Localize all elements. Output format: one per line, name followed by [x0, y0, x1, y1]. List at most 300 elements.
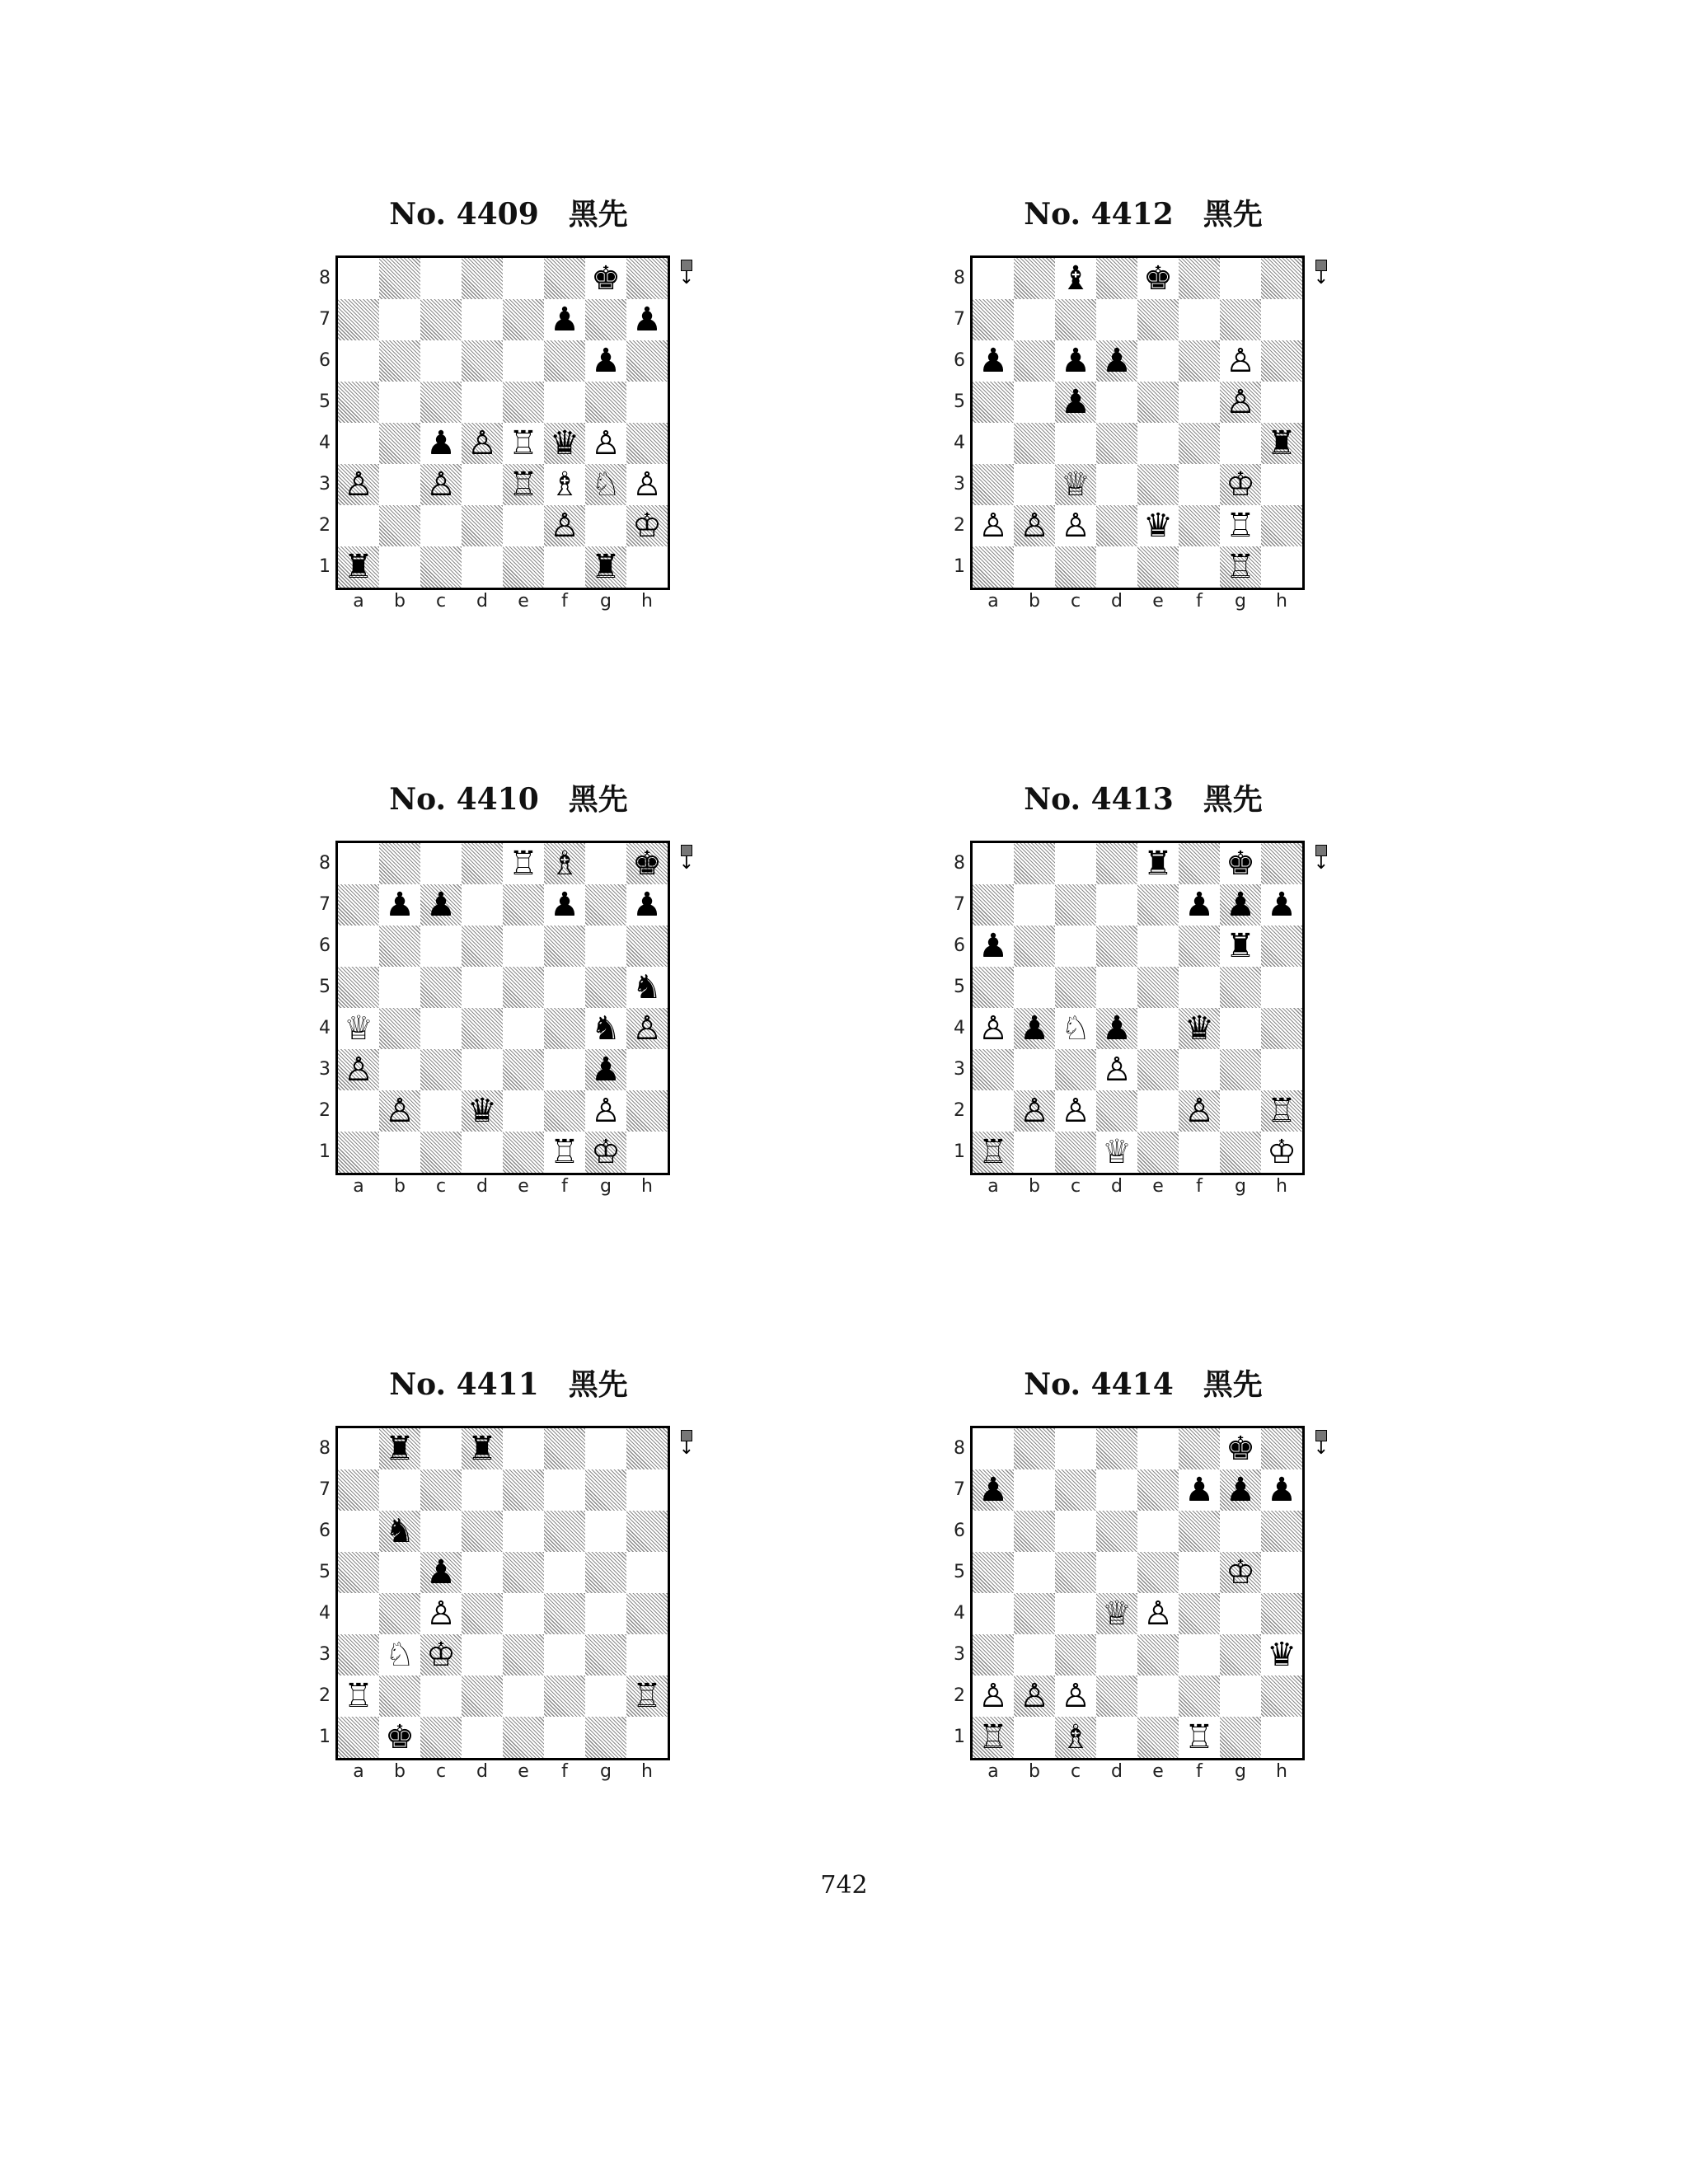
square-b7 [1014, 299, 1055, 340]
square-h6 [1261, 1511, 1302, 1552]
square-d8 [462, 843, 503, 884]
square-a8 [338, 1428, 379, 1469]
square-a1 [338, 1717, 379, 1758]
square-d7 [1096, 884, 1137, 926]
square-d1 [1096, 1717, 1137, 1758]
square-c1 [420, 1132, 462, 1173]
square-h8 [1261, 258, 1302, 299]
square-d2 [1096, 1675, 1137, 1717]
square-b7 [379, 299, 420, 340]
square-h3 [1261, 464, 1302, 505]
file-label: b [1029, 591, 1040, 612]
white-pawn-icon: ♙ [591, 1092, 621, 1130]
square-a8 [338, 843, 379, 884]
file-label: f [561, 591, 568, 612]
square-h8 [626, 1428, 668, 1469]
white-pawn-icon: ♙ [632, 1010, 662, 1047]
square-c2 [420, 1675, 462, 1717]
black-pawn-icon: ♟ [632, 301, 662, 339]
square-c5 [1055, 1552, 1096, 1593]
rank-label: 6 [954, 350, 965, 371]
rank-label: 2 [954, 515, 965, 536]
rank-label: 6 [319, 935, 331, 956]
square-c2 [420, 505, 462, 546]
square-e7 [503, 1469, 544, 1511]
square-d5 [462, 967, 503, 1008]
black-king-icon: ♚ [385, 1718, 415, 1756]
square-d3 [462, 1049, 503, 1090]
file-label: e [1152, 1176, 1164, 1197]
square-h4 [626, 1593, 668, 1634]
square-c1 [420, 1717, 462, 1758]
square-d3 [1096, 464, 1137, 505]
white-pawn-icon: ♙ [385, 1092, 415, 1130]
file-label: h [641, 1761, 653, 1782]
square-a4 [973, 423, 1014, 464]
rank-label: 7 [319, 894, 331, 915]
square-h1 [1261, 1717, 1302, 1758]
square-h8 [1261, 843, 1302, 884]
black-pawn-icon: ♟ [591, 342, 621, 380]
white-king-icon: ♔ [426, 1636, 456, 1674]
file-label: b [394, 1761, 406, 1782]
square-b3 [379, 1049, 420, 1090]
square-a2 [338, 1090, 379, 1132]
square-c1 [420, 546, 462, 588]
black-pawn-icon: ♟ [591, 1051, 621, 1089]
file-label: h [1276, 1176, 1287, 1197]
square-h4 [1261, 1008, 1302, 1049]
square-d2 [462, 1675, 503, 1717]
square-f3 [544, 1049, 585, 1090]
square-e3 [1137, 1634, 1179, 1675]
square-b5 [1014, 967, 1055, 1008]
square-e6 [503, 340, 544, 382]
square-d1 [1096, 546, 1137, 588]
square-e2 [503, 1675, 544, 1717]
file-label: h [641, 1176, 653, 1197]
file-label: c [435, 1176, 447, 1197]
square-c7 [1055, 1469, 1096, 1511]
puzzle-title: No. 4411 黑先 [389, 1367, 628, 1402]
file-label: g [1235, 591, 1246, 612]
file-label: b [394, 591, 406, 612]
file-label: c [435, 1761, 447, 1782]
file-label: a [987, 1176, 999, 1197]
white-rook-icon: ♖ [509, 466, 538, 504]
square-b2 [379, 1675, 420, 1717]
square-g1 [1220, 1717, 1261, 1758]
square-d7 [462, 1469, 503, 1511]
square-d3 [462, 1634, 503, 1675]
black-pawn-icon: ♟ [1267, 1471, 1296, 1509]
square-e5 [503, 382, 544, 423]
square-f1 [1179, 1132, 1220, 1173]
rank-label: 7 [954, 309, 965, 330]
square-h2 [626, 1090, 668, 1132]
white-knight-icon: ♘ [1061, 1010, 1090, 1047]
square-a4 [973, 1593, 1014, 1634]
square-h8 [1261, 1428, 1302, 1469]
file-label: g [600, 591, 612, 612]
white-bishop-icon: ♗ [550, 845, 579, 883]
white-queen-icon: ♕ [344, 1010, 373, 1047]
square-f4 [544, 1008, 585, 1049]
square-g2 [585, 1675, 626, 1717]
square-f6 [1179, 926, 1220, 967]
square-e4 [1137, 423, 1179, 464]
puzzle-4410 [294, 779, 723, 1240]
square-d1 [462, 1132, 503, 1173]
square-e7 [1137, 299, 1179, 340]
square-b6 [1014, 340, 1055, 382]
file-label: b [394, 1176, 406, 1197]
square-b8 [379, 258, 420, 299]
white-pawn-icon: ♙ [1061, 1092, 1090, 1130]
square-a8 [973, 1428, 1014, 1469]
square-c6 [420, 926, 462, 967]
white-pawn-icon: ♙ [426, 466, 456, 504]
white-pawn-icon: ♙ [978, 507, 1008, 545]
square-h1 [626, 1717, 668, 1758]
black-king-icon: ♚ [1226, 1430, 1255, 1468]
square-e7 [503, 299, 544, 340]
square-b7 [1014, 884, 1055, 926]
white-pawn-icon: ♙ [978, 1677, 1008, 1715]
square-h7 [1261, 299, 1302, 340]
rank-label: 6 [319, 1521, 331, 1541]
square-h6 [1261, 926, 1302, 967]
black-pawn-icon: ♟ [1184, 886, 1214, 924]
square-b5 [379, 1552, 420, 1593]
square-a8 [973, 843, 1014, 884]
square-e3 [1137, 464, 1179, 505]
white-knight-icon: ♘ [591, 466, 621, 504]
square-e5 [1137, 1552, 1179, 1593]
square-b6 [1014, 1511, 1055, 1552]
rank-label: 4 [319, 1018, 331, 1038]
rank-label: 1 [954, 1141, 965, 1162]
square-f7 [1179, 299, 1220, 340]
square-a3 [973, 1634, 1014, 1675]
square-a7 [338, 299, 379, 340]
square-d3 [1096, 1634, 1137, 1675]
square-g7 [585, 299, 626, 340]
square-b6 [379, 926, 420, 967]
white-rook-icon: ♖ [978, 1718, 1008, 1756]
square-f2 [1179, 1675, 1220, 1717]
square-f2 [544, 1090, 585, 1132]
square-e5 [1137, 967, 1179, 1008]
square-d6 [462, 926, 503, 967]
square-c4 [1055, 423, 1096, 464]
square-g2 [585, 505, 626, 546]
square-f3 [1179, 1634, 1220, 1675]
rank-label: 2 [319, 1100, 331, 1121]
white-king-icon: ♔ [591, 1133, 621, 1171]
white-pawn-icon: ♙ [1226, 342, 1255, 380]
white-pawn-icon: ♙ [344, 466, 373, 504]
square-a5 [973, 382, 1014, 423]
square-f5 [544, 967, 585, 1008]
rank-label: 4 [954, 1603, 965, 1624]
black-knight-icon: ♞ [591, 1010, 621, 1047]
side-to-move-indicator [678, 1430, 695, 1463]
puzzle-title: No. 4413 黑先 [1024, 782, 1263, 817]
square-g8 [585, 1428, 626, 1469]
square-c3 [1055, 1049, 1096, 1090]
square-b6 [1014, 926, 1055, 967]
rank-label: 3 [954, 1059, 965, 1080]
white-pawn-icon: ♙ [1020, 1092, 1049, 1130]
rank-label: 1 [319, 1141, 331, 1162]
white-rook-icon: ♖ [632, 1677, 662, 1715]
file-label: d [476, 1176, 488, 1197]
square-c8 [420, 258, 462, 299]
square-b5 [1014, 382, 1055, 423]
square-c6 [1055, 926, 1096, 967]
square-g1 [585, 1717, 626, 1758]
white-rook-icon: ♖ [550, 1133, 579, 1171]
black-rook-icon: ♜ [591, 548, 621, 586]
white-pawn-icon: ♙ [344, 1051, 373, 1089]
black-king-icon: ♚ [1226, 845, 1255, 883]
rank-label: 6 [954, 935, 965, 956]
square-e2 [1137, 1675, 1179, 1717]
white-pawn-icon: ♙ [426, 1595, 456, 1633]
square-d2 [1096, 505, 1137, 546]
rank-label: 5 [319, 391, 331, 412]
white-rook-icon: ♖ [344, 1677, 373, 1715]
square-b3 [1014, 464, 1055, 505]
square-b4 [379, 1008, 420, 1049]
square-c7 [420, 1469, 462, 1511]
square-g5 [585, 382, 626, 423]
file-label: a [353, 1176, 364, 1197]
square-e1 [503, 546, 544, 588]
square-f5 [1179, 382, 1220, 423]
square-g4 [1220, 423, 1261, 464]
black-knight-icon: ♞ [632, 968, 662, 1006]
square-d4 [462, 1593, 503, 1634]
square-f2 [1179, 505, 1220, 546]
square-e1 [1137, 546, 1179, 588]
white-king-icon: ♔ [1267, 1133, 1296, 1171]
square-e4 [503, 1593, 544, 1634]
white-pawn-icon: ♙ [1143, 1595, 1173, 1633]
square-e4 [503, 1008, 544, 1049]
rank-label: 4 [319, 433, 331, 453]
rank-label: 5 [954, 977, 965, 997]
square-f4 [544, 1593, 585, 1634]
square-g2 [1220, 1090, 1261, 1132]
rank-label: 7 [954, 894, 965, 915]
square-f6 [544, 1511, 585, 1552]
black-queen-icon: ♛ [1184, 1010, 1214, 1047]
square-e3 [1137, 1049, 1179, 1090]
white-rook-icon: ♖ [1226, 507, 1255, 545]
square-b3 [1014, 1049, 1055, 1090]
square-b5 [1014, 1552, 1055, 1593]
black-rook-icon: ♜ [1226, 927, 1255, 965]
side-to-move-indicator [1313, 845, 1329, 878]
square-f4 [1179, 1593, 1220, 1634]
file-label: f [1196, 1761, 1203, 1782]
square-g4 [585, 1593, 626, 1634]
puzzle-title: No. 4409 黑先 [389, 197, 628, 232]
file-label: d [1111, 591, 1123, 612]
black-pawn-icon: ♟ [1226, 1471, 1255, 1509]
square-a7 [973, 884, 1014, 926]
puzzle-4414 [929, 1364, 1357, 1825]
black-knight-icon: ♞ [385, 1512, 415, 1550]
file-label: g [1235, 1761, 1246, 1782]
rank-label: 1 [319, 556, 331, 577]
square-f5 [1179, 967, 1220, 1008]
file-label: g [1235, 1176, 1246, 1197]
square-f6 [1179, 340, 1220, 382]
black-pawn-icon: ♟ [426, 1554, 456, 1591]
chess-board [335, 1426, 670, 1760]
square-d2 [462, 505, 503, 546]
file-label: d [1111, 1176, 1123, 1197]
square-c7 [1055, 299, 1096, 340]
square-c6 [1055, 1511, 1096, 1552]
file-label: h [1276, 591, 1287, 612]
black-pawn-icon: ♟ [1102, 342, 1132, 380]
square-c8 [420, 1428, 462, 1469]
file-label: c [435, 591, 447, 612]
square-e6 [1137, 1511, 1179, 1552]
rank-label: 8 [319, 268, 331, 288]
square-g8 [1220, 258, 1261, 299]
square-g2 [1220, 1675, 1261, 1717]
chess-board [335, 841, 670, 1175]
side-to-move-indicator [1313, 260, 1329, 293]
square-g4 [1220, 1008, 1261, 1049]
puzzle-4411 [294, 1364, 723, 1825]
rank-label: 5 [954, 391, 965, 412]
square-h1 [626, 546, 668, 588]
white-knight-icon: ♘ [385, 1636, 415, 1674]
square-h3 [626, 1049, 668, 1090]
square-b6 [379, 340, 420, 382]
puzzle-title: No. 4412 黑先 [1024, 197, 1263, 232]
square-b5 [379, 382, 420, 423]
square-f5 [544, 382, 585, 423]
square-a2 [338, 505, 379, 546]
puzzle-4409 [294, 194, 723, 655]
square-f5 [544, 1552, 585, 1593]
square-d6 [1096, 926, 1137, 967]
file-label: b [1029, 1761, 1040, 1782]
rank-label: 1 [319, 1727, 331, 1747]
square-d5 [462, 382, 503, 423]
white-pawn-icon: ♙ [1226, 383, 1255, 421]
square-a7 [338, 1469, 379, 1511]
square-h6 [1261, 340, 1302, 382]
square-a5 [338, 382, 379, 423]
square-e1 [503, 1717, 544, 1758]
chess-board [970, 255, 1305, 590]
square-a2 [973, 1090, 1014, 1132]
rank-label: 6 [319, 350, 331, 371]
square-f8 [1179, 843, 1220, 884]
square-g1 [1220, 1132, 1261, 1173]
white-rook-icon: ♖ [978, 1133, 1008, 1171]
white-king-icon: ♔ [1226, 466, 1255, 504]
square-f3 [544, 1634, 585, 1675]
square-e6 [1137, 926, 1179, 967]
black-rook-icon: ♜ [1143, 845, 1173, 883]
square-e7 [1137, 1469, 1179, 1511]
white-king-icon: ♔ [632, 507, 662, 545]
square-a4 [338, 423, 379, 464]
square-b5 [379, 967, 420, 1008]
square-c7 [420, 299, 462, 340]
square-e8 [503, 1428, 544, 1469]
square-c7 [1055, 884, 1096, 926]
white-pawn-icon: ♙ [550, 507, 579, 545]
square-a6 [973, 1511, 1014, 1552]
square-e7 [1137, 884, 1179, 926]
down-arrow-icon: ↓ [1313, 1438, 1329, 1459]
black-bishop-icon: ♝ [1061, 260, 1090, 298]
black-pawn-icon: ♟ [1267, 886, 1296, 924]
square-e6 [503, 926, 544, 967]
file-label: h [1276, 1761, 1287, 1782]
square-c4 [1055, 1593, 1096, 1634]
square-a5 [973, 1552, 1014, 1593]
square-f6 [1179, 1511, 1220, 1552]
square-g3 [1220, 1049, 1261, 1090]
black-pawn-icon: ♟ [426, 886, 456, 924]
square-f8 [1179, 1428, 1220, 1469]
square-f3 [1179, 464, 1220, 505]
black-pawn-icon: ♟ [550, 886, 579, 924]
file-label: c [1070, 1176, 1081, 1197]
square-c5 [420, 382, 462, 423]
square-d6 [462, 1511, 503, 1552]
square-h3 [626, 1634, 668, 1675]
white-pawn-icon: ♙ [1102, 1051, 1132, 1089]
square-d3 [462, 464, 503, 505]
square-b4 [379, 423, 420, 464]
file-label: f [561, 1176, 568, 1197]
square-h6 [626, 340, 668, 382]
square-d6 [462, 340, 503, 382]
rank-label: 1 [954, 1727, 965, 1747]
square-h2 [1261, 1675, 1302, 1717]
square-a8 [973, 258, 1014, 299]
white-queen-icon: ♕ [1102, 1133, 1132, 1171]
square-g7 [585, 1469, 626, 1511]
square-c6 [420, 1511, 462, 1552]
square-d5 [1096, 1552, 1137, 1593]
rank-label: 3 [319, 474, 331, 494]
black-pawn-icon: ♟ [632, 886, 662, 924]
white-rook-icon: ♖ [1267, 1092, 1296, 1130]
square-d7 [1096, 1469, 1137, 1511]
square-a5 [973, 967, 1014, 1008]
square-h3 [1261, 1049, 1302, 1090]
square-e5 [1137, 382, 1179, 423]
black-king-icon: ♚ [632, 845, 662, 883]
square-e1 [503, 1132, 544, 1173]
square-a6 [338, 340, 379, 382]
square-e3 [503, 1634, 544, 1675]
page-number: 742 [820, 1871, 868, 1900]
